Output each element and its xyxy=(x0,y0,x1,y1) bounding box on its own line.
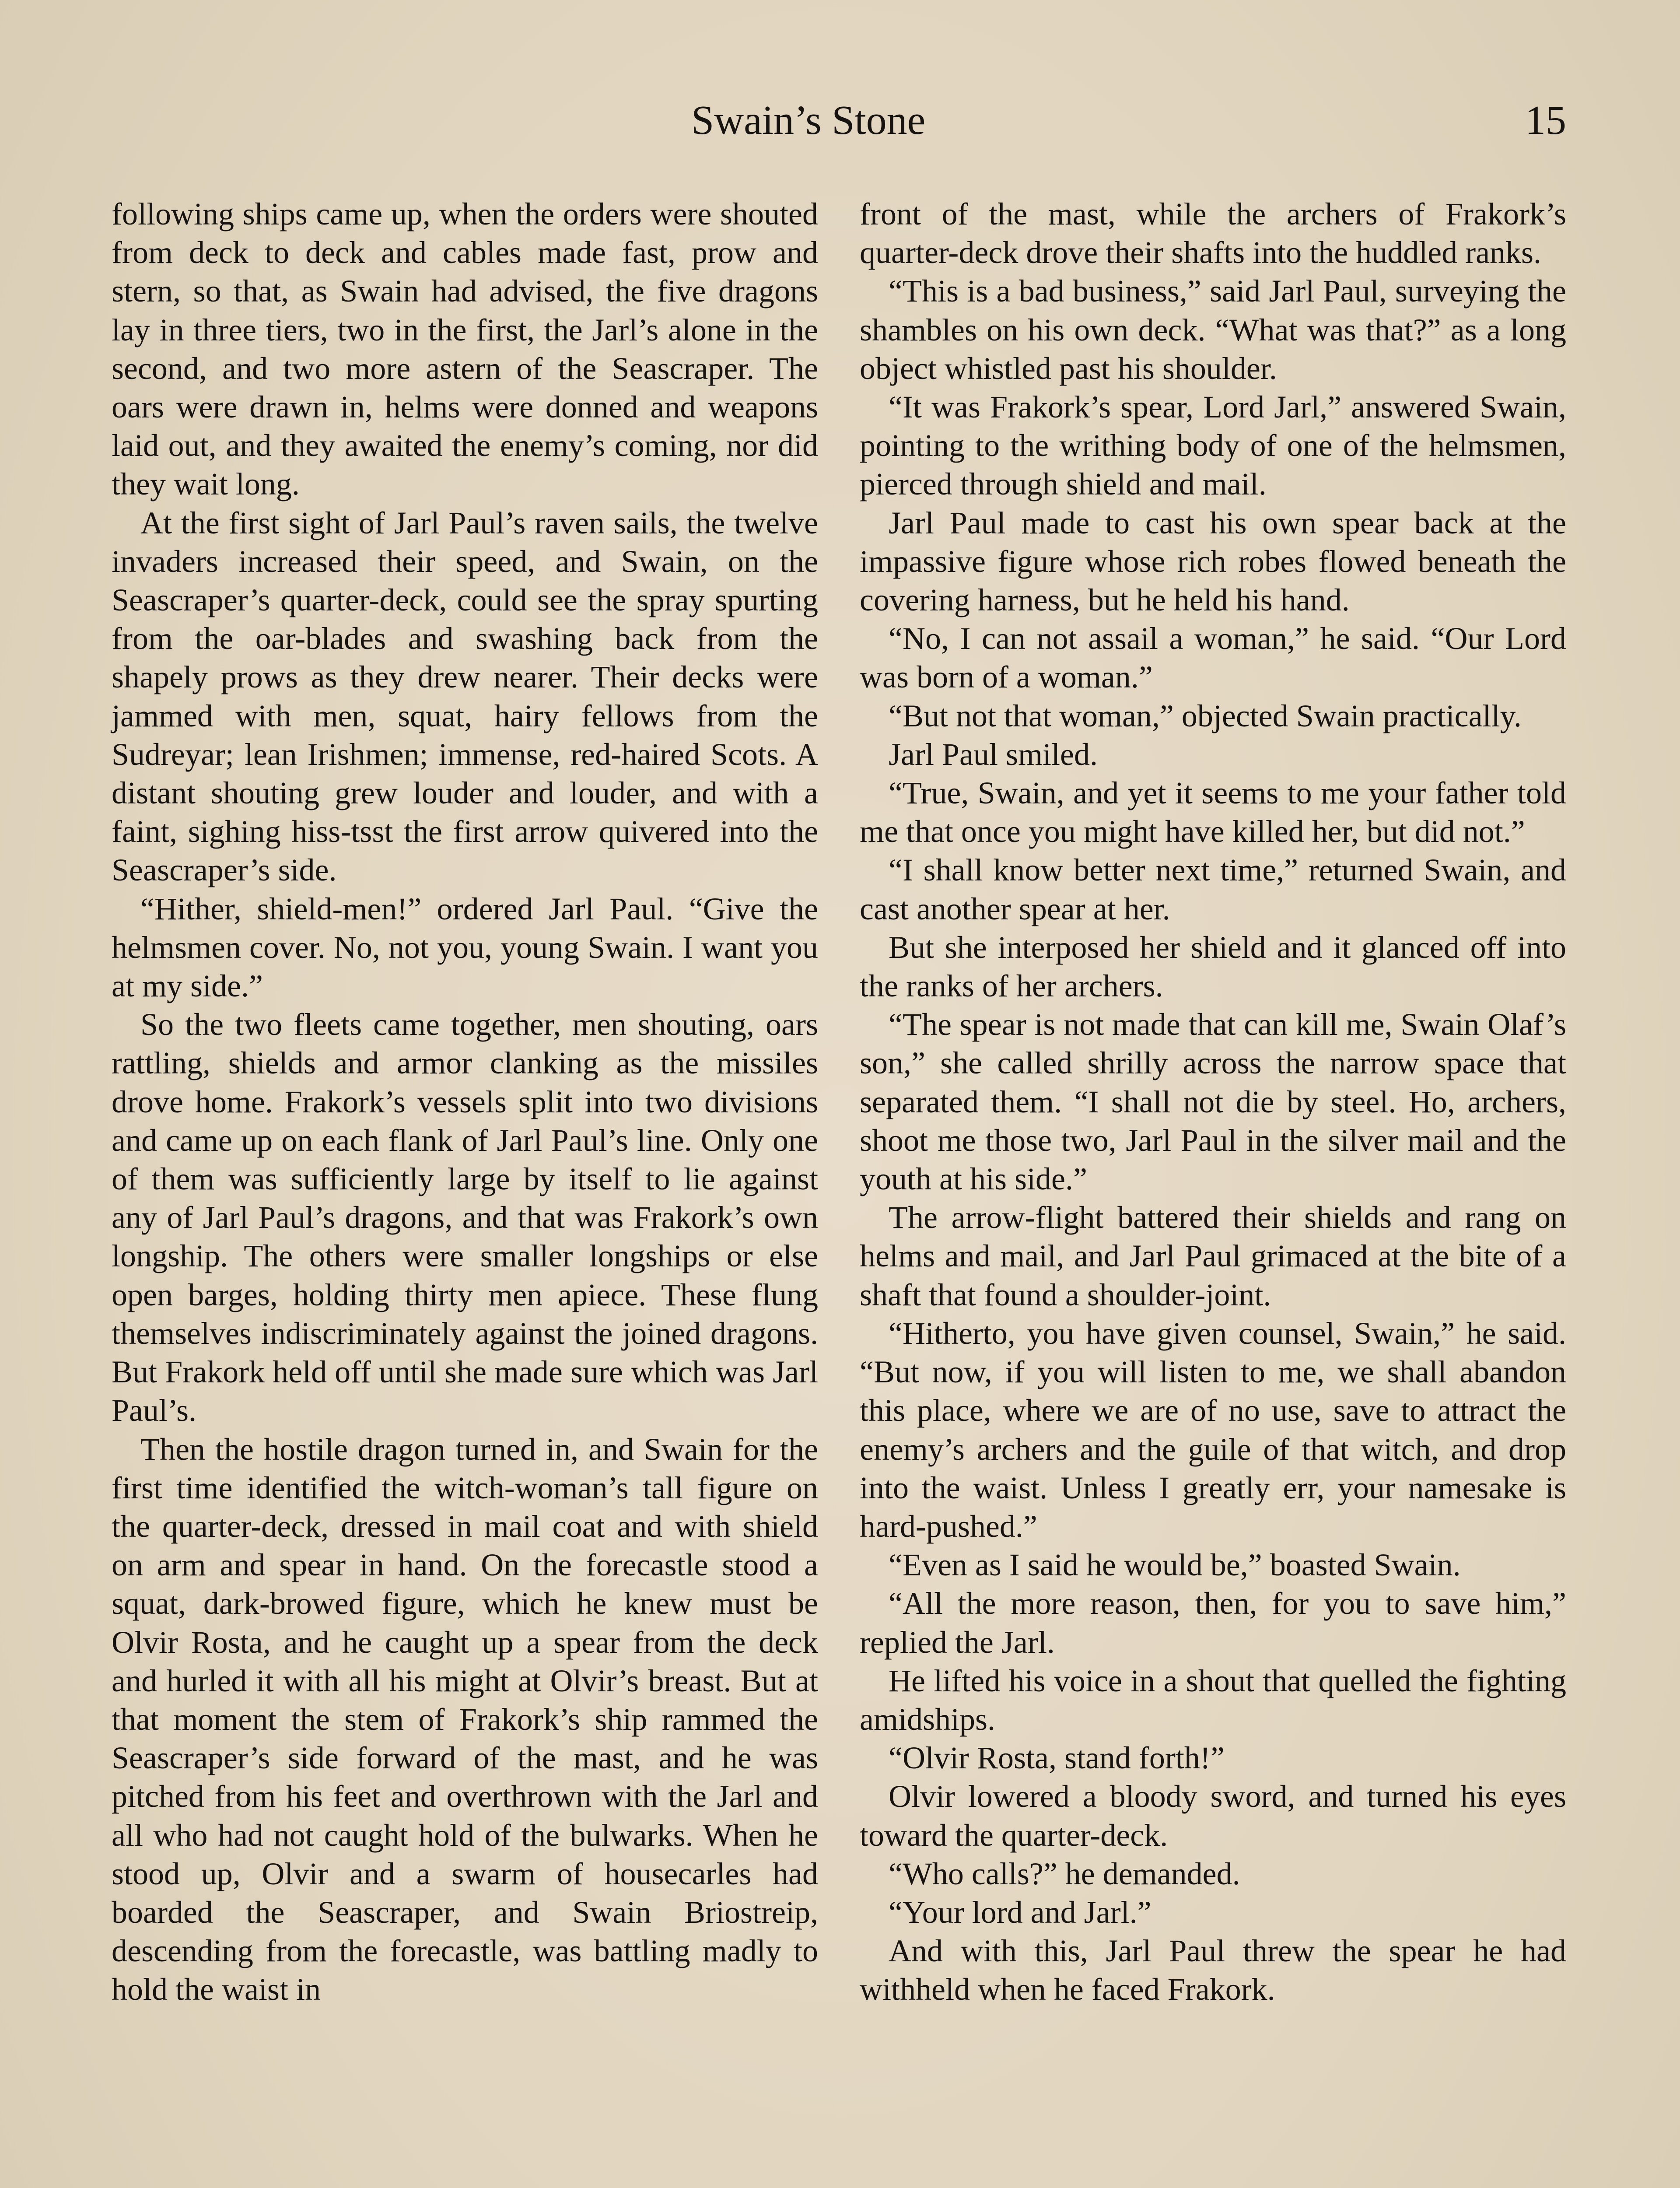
paragraph: “All the more reason, then, for you to save him,” replied the Jarl. xyxy=(860,1586,1566,1660)
running-title: Swain’s Stone xyxy=(691,98,926,143)
paragraph: But she interposed her shield and it glanced off into the ranks of her archers. xyxy=(860,929,1566,1004)
paragraph: “True, Swain, and yet it seems to me your father told me that once you might have killed her, but did not.” xyxy=(860,775,1566,849)
paragraph: So the two fleets came together, men shouting, oars rattling, shields and armor clanking as the missiles drove home. Frakork’s vessels split into two divisions and came up on each flank of Jarl Paul’s line. Only one of them was sufficiently large by itself to lie against any of Jarl Paul’s dragons, and that was Frakork’s own longship. The others were smaller longships or else open barges, holding thirty men apiece. These flung themselves indiscriminately against the joined dragons. But Frakork held off until she made sure which was Jarl Paul’s. xyxy=(112,1007,818,1428)
paragraph: “This is a bad business,” said Jarl Paul, surveying the shambles on his own deck. “What was that?” as a long object whistled past his shoulder. xyxy=(860,274,1566,386)
paragraph: Then the hostile dragon turned in, and Swain for the first time identified the witch-woman’s tall figure on the quarter-deck, dressed in mail coat and with shield on arm and spear in hand. On the forecastle stood a squat, dark-browed figure, which he knew must be Olvir Rosta, and he caught up a spear from the deck and hurled it with all his might at Olvir’s breast. But at that moment the stem of Frakork’s ship rammed the Seascraper’s side forward of the mast, and he was pitched from his feet and overthrown with the Jarl and all who had not caught hold of the bulwarks. When he stood up, Olvir and a swarm of housecarles had boarded the Seascraper, and Swain Briostreip, descending from the forecastle, was battling madly to hold the waist in xyxy=(112,1431,818,2007)
paragraph: And with this, Jarl Paul threw the spear he had withheld when he faced Frakork. xyxy=(860,1933,1566,2007)
paragraph: “Hitherto, you have given counsel, Swain,” he said. “But now, if you will listen to me, we shall abandon this place, where we are of no use, save to attract the enemy’s archers and the guile of that witch, and drop into the waist. Unless I greatly err, your namesake is hard-pushed.” xyxy=(860,1315,1566,1544)
right-text-column xyxy=(860,195,1566,2009)
paragraph: At the first sight of Jarl Paul’s raven sails, the twelve invaders increased their speed, and Swain, on the Seascraper’s quarter-deck, could see the spray spurting from the oar-blades and swashing back from the shapely prows as they drew nearer. Their decks were jammed with men, squat, hairy fellows from the Sudreyar; lean Irishmen; immense, red-haired Scots. A distant shouting grew louder and louder, and with a faint, sighing hiss-tsst the first arrow quivered into the Seascraper’s side. xyxy=(112,505,818,888)
paragraph: “Your lord and Jarl.” xyxy=(889,1894,1152,1930)
paragraph: Jarl Paul smiled. xyxy=(889,736,1098,772)
paragraph: “No, I can not assail a woman,” he said. “Our Lord was born of a woman.” xyxy=(860,621,1566,695)
paragraph: “But not that woman,” objected Swain practically. xyxy=(889,698,1522,733)
page-number: 15 xyxy=(1525,98,1566,143)
paragraph: “Olvir Rosta, stand forth!” xyxy=(889,1740,1225,1776)
left-text-column xyxy=(112,195,818,2009)
paragraph: He lifted his voice in a shout that quelled the fighting amidships. xyxy=(860,1663,1566,1737)
paragraph: “It was Frakork’s spear, Lord Jarl,” answered Swain, pointing to the writhing body of one of the helmsmen, pierced through shield and mail. xyxy=(860,389,1566,502)
running-header xyxy=(0,88,1680,153)
paragraph: following ships came up, when the orders were shouted from deck to deck and cables made fast, prow and stern, so that, as Swain had advised, the five dragons lay in three tiers, two in the first, the Jarl’s alone in the second, and two more astern of the Seascraper. The oars were drawn in, helms were donned and weapons laid out, and they awaited the enemy’s coming, nor did they wait long. xyxy=(112,196,818,502)
paragraph: Olvir lowered a bloody sword, and turned his eyes toward the quarter-deck. xyxy=(860,1779,1566,1853)
paragraph: “I shall know better next time,” returned Swain, and cast another spear at her. xyxy=(860,852,1566,926)
paragraph: The arrow-flight battered their shields and rang on helms and mail, and Jarl Paul grimaced at the bite of a shaft that found a shoulder-joint. xyxy=(860,1200,1566,1312)
paragraph: “Even as I said he would be,” boasted Swain. xyxy=(889,1547,1461,1583)
paragraph: Jarl Paul made to cast his own spear back at the impassive figure whose rich robes flowed beneath the covering harness, but he held his hand. xyxy=(860,505,1566,618)
paragraph: “The spear is not made that can kill me, Swain Olaf’s son,” she called shrilly across the narrow space that separated them. “I shall not die by steel. Ho, archers, shoot me those two, Jarl Paul in the silver mail and the youth at his side.” xyxy=(860,1007,1566,1197)
paragraph: “Who calls?” he demanded. xyxy=(889,1856,1240,1891)
paragraph: “Hither, shield-men!” ordered Jarl Paul. “Give the helmsmen cover. No, not you, young Swain. I want you at my side.” xyxy=(112,891,818,1004)
paragraph: front of the mast, while the archers of Frakork’s quarter-deck drove their shafts into the huddled ranks. xyxy=(860,196,1566,270)
